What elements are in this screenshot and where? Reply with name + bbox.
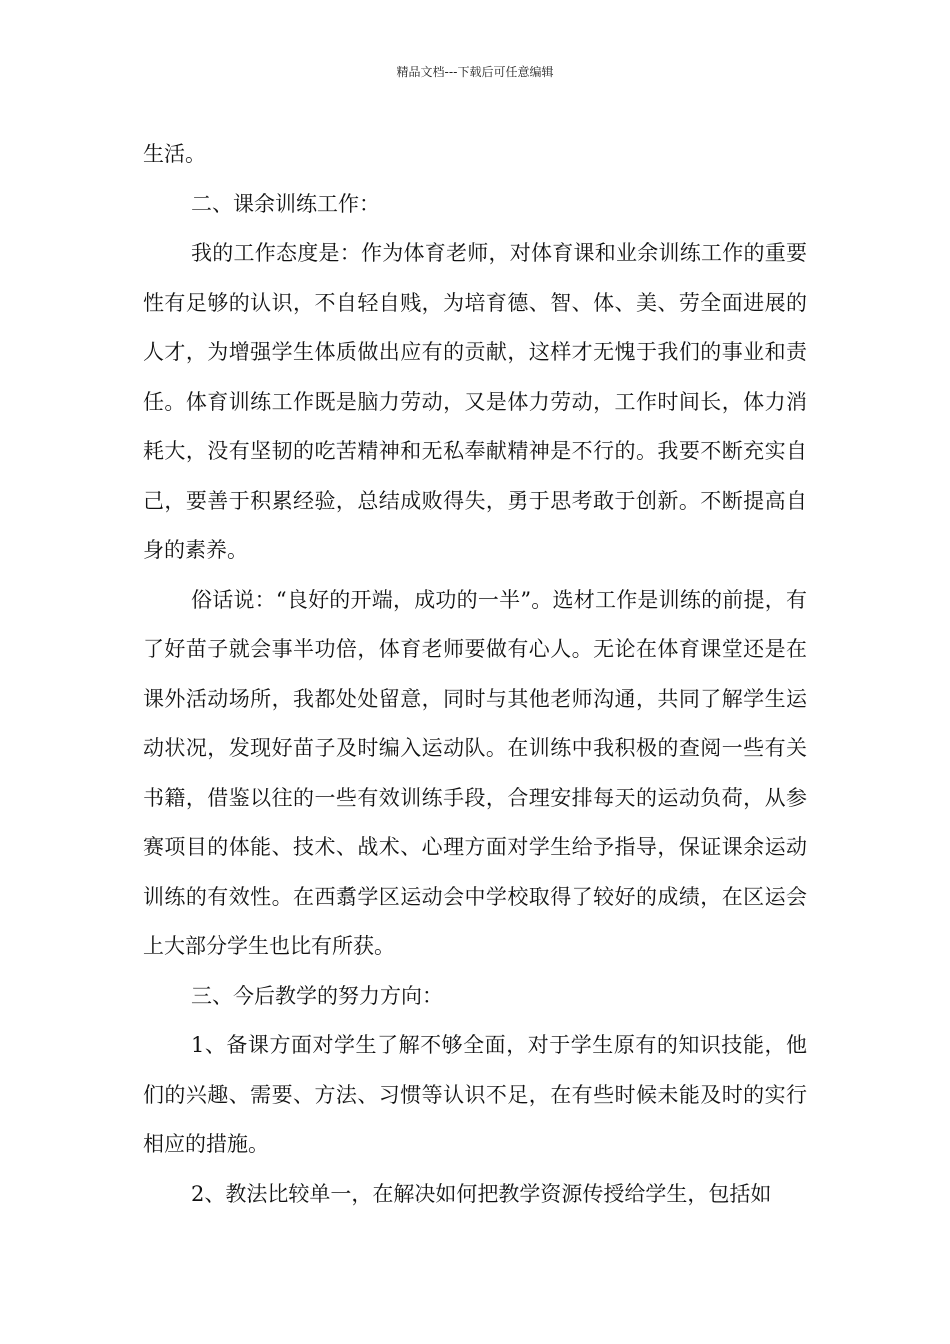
paragraph-item-1: 1、备课方面对学生了解不够全面，对于学生原有的知识技能，他们的兴趣、需要、方法、习惯等认识不足，在有些时候未能及时的实行相应的措施。	[143, 1033, 807, 1156]
section-heading-training: 二、课余训练工作：	[191, 191, 380, 216]
section-heading-future-direction: 三、今后教学的努力方向：	[191, 983, 443, 1008]
paragraph-item-2: 2、教法比较单一，在解决如何把教学资源传授给学生，包括如	[191, 1181, 772, 1206]
paragraph-work-attitude: 我的工作态度是：作为体育老师，对体育课和业余训练工作的重要性有足够的认识，不自轻自贱，为培育德、智、体、美、劳全面进展的人才，为增强学生体质做出应有的贡献，这样才无愧于我们的事业和责任。体育训练工作既是脑力劳动，又是体力劳动，工作时间长，体力消耗大，没有坚韧的吃苦精神和无私奉献精神是不行的。我要不断充实自己，要善于积累经验，总结成败得失，勇于思考敢于创新。不断提高自身的素养。	[143, 241, 807, 562]
document-body	[143, 130, 807, 1219]
page-header: 精品文档---下载后可任意编辑	[396, 65, 554, 79]
paragraph-continuation: 生活。	[143, 142, 206, 166]
paragraph-talent-selection: 俗话说：“良好的开端，成功的一半”。选材工作是训练的前提，有了好苗子就会事半功倍，体育老师要做有心人。无论在体育课堂还是在课外活动场所，我都处处留意，同时与其他老师沟通，共同了解学生运动状况，发现好苗子及时编入运动队。在训练中我积极的查阅一些有关书籍，借鉴以往的一些有效训练手段，合理安排每天的运动负荷，从参赛项目的体能、技术、战术、心理方面对学生给予指导，保证课余运动训练的有效性。在西翥学区运动会中学校取得了较好的成绩，在区运会上大部分学生也比有所获。	[143, 587, 807, 958]
